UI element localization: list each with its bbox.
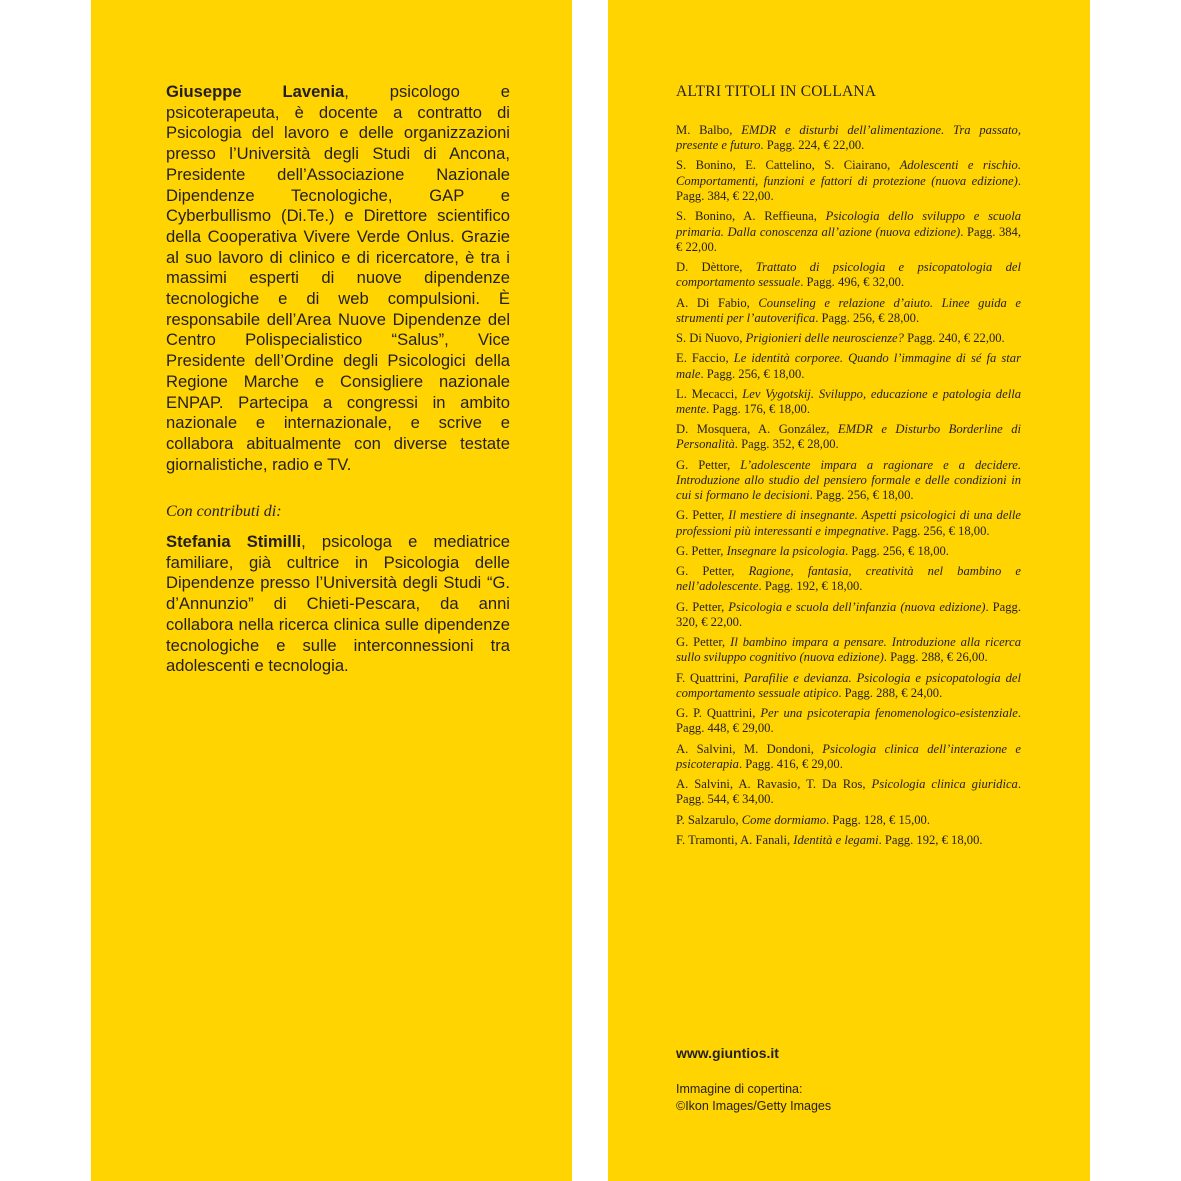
title-name: Prigionieri delle neuroscienze? bbox=[745, 331, 904, 346]
title-name: Identità e legami bbox=[793, 832, 879, 847]
series-title-item bbox=[676, 706, 1021, 737]
title-name: Il mestiere di insegnante. Aspetti psicologici di una delle professioni più interessanti e impegnative bbox=[676, 508, 1021, 538]
left-flap bbox=[91, 0, 572, 1181]
series-title-item bbox=[676, 777, 1021, 808]
series-title-item bbox=[676, 508, 1021, 539]
title-name: Come dormiamo bbox=[741, 812, 827, 827]
title-name: Il bambino impara a pensare. Introduzione alla ricerca sullo sviluppo cognitivo (nuova edizione) bbox=[676, 635, 1022, 665]
right-flap bbox=[608, 0, 1090, 1181]
title-name: Psicologia e scuola dell’infanzia (nuova edizione) bbox=[728, 599, 986, 614]
title-name: Trattato di psicologia e psicopatologia del comportamento sessuale bbox=[676, 260, 1021, 290]
series-title-item bbox=[676, 671, 1021, 702]
title-author: D. Dèttore, bbox=[676, 260, 756, 275]
title-name: EMDR e Disturbo Borderline di Personalità bbox=[676, 422, 1021, 452]
title-author: F. Tramonti, A. Fanali, bbox=[676, 832, 794, 847]
contributor-name: Stefania Stimilli bbox=[166, 532, 302, 551]
title-name: Psicologia dello sviluppo e scuola primaria. Dalla conoscenza all’azione (nuova edizione) bbox=[676, 209, 1021, 239]
title-details: . Pagg. 384, € 22,00. bbox=[676, 224, 1021, 254]
series-title-item bbox=[676, 260, 1021, 291]
series-title-item bbox=[676, 123, 1021, 154]
title-author: G. Petter, bbox=[676, 508, 729, 523]
title-name: Insegnare la psicologia bbox=[726, 543, 846, 558]
title-name: Adolescenti e rischio. Comportamenti, funzioni e fattori di protezione (nuova edizione) bbox=[676, 158, 1021, 188]
title-author: G. Petter, bbox=[676, 564, 749, 579]
title-details: . Pagg. 176, € 18,00. bbox=[706, 401, 810, 416]
title-details: . Pagg. 256, € 18,00. bbox=[809, 488, 914, 503]
series-titles-list bbox=[676, 123, 1021, 853]
title-details: . Pagg. 256, € 18,00. bbox=[845, 543, 949, 558]
title-name: Ragione, fantasia, creatività nel bambino e nell’adolescente bbox=[676, 564, 1021, 594]
title-details: . Pagg. 496, € 32,00. bbox=[800, 275, 905, 290]
series-title-item bbox=[676, 833, 1021, 848]
title-details: . Pagg. 224, € 22,00. bbox=[760, 138, 865, 153]
contributors-heading: Con contributi di: bbox=[166, 503, 282, 520]
title-details: . Pagg. 320, € 22,00. bbox=[676, 599, 1021, 629]
title-author: A. Di Fabio, bbox=[676, 295, 759, 310]
title-name: EMDR e disturbi dell’alimentazione. Tra passato, presente e futuro bbox=[676, 123, 1021, 153]
series-title: ALTRI TITOLI IN COLLANA bbox=[676, 83, 877, 100]
title-details: . Pagg. 256, € 28,00. bbox=[815, 310, 920, 325]
series-title-item bbox=[676, 296, 1021, 327]
title-details: . Pagg. 256, € 18,00. bbox=[885, 523, 990, 538]
title-author: G. P. Quattrini, bbox=[676, 706, 761, 721]
title-name: L’adolescente impara a ragionare e a decidere. Introduzione allo studio del pensiero formale e delle condizioni in cui si formano le decisioni bbox=[676, 457, 1022, 503]
title-author: M. Balbo, bbox=[676, 123, 742, 137]
title-author: S. Di Nuovo, bbox=[676, 331, 746, 346]
contributor-bio-text: , psicologa e mediatrice familiare, già cultrice in Psicologia delle Dipendenze presso l’Università degli Studi “G. d’Annunzio” di Chieti-Pescara, da anni collabora nella ricerca clinica sulle dipendenze tecnologiche e sulle interconnessioni tra adolescenti e tecnologia. bbox=[166, 532, 510, 676]
title-name: Lev Vygotskij. Sviluppo, educazione e patologia della mente bbox=[676, 386, 1021, 416]
title-author: E. Faccio, bbox=[676, 351, 734, 366]
title-author: F. Quattrini, bbox=[676, 670, 744, 685]
cover-credit-label: Immagine di copertina: bbox=[676, 1082, 803, 1096]
title-author: S. Bonino, E. Cattelino, S. Ciairano, bbox=[676, 158, 900, 173]
series-title-item bbox=[676, 351, 1021, 382]
title-details: Pagg. 240, € 22,00. bbox=[903, 331, 1005, 346]
contributor-bio-paragraph bbox=[166, 532, 510, 677]
author-bio-text: , psicologo e psicoterapeuta, è docente a contratto di Psicologia del lavoro e delle organizzazioni presso l’Università degli Studi di Ancona, Presidente dell’Associazione Nazionale Dipendenze Tecnologiche, GAP e Cyberbullismo (Di.Te.) e Direttore scientifico della Cooperativa Vivere Verde Onlus. Grazie al suo lavoro di clinico e di ricercatore, è tra i massimi esperti di nuove dipendenze tecnologiche e di web compulsioni. È responsabile dell’Area Nuove Dipendenze del Centro Polispecialistico “Salus”, Vice Presidente dell’Ordine degli Psicologici della Regione Marche e Consigliere nazionale ENPAP. Partecipa a congressi in ambito nazionale e internazionale, e scrive e collabora abitualmente con diverse testate giornalistiche, radio e TV. bbox=[166, 82, 510, 474]
cover-credit-source: ©Ikon Images/Getty Images bbox=[676, 1098, 832, 1113]
title-name: Le identità corporee. Quando l’immagine di sé fa star male bbox=[676, 351, 1021, 381]
title-author: S. Bonino, A. Reffieuna, bbox=[676, 209, 826, 224]
title-author: A. Salvini, M. Dondoni, bbox=[676, 741, 823, 756]
title-author: A. Salvini, A. Ravasio, T. Da Ros, bbox=[676, 777, 872, 792]
series-title-item bbox=[676, 600, 1021, 631]
title-name: Parafilie e devianza. Psicologia e psicopatologia del comportamento sessuale atipico bbox=[676, 670, 1021, 700]
title-details: . Pagg. 384, € 22,00. bbox=[676, 173, 1021, 204]
author-bio-paragraph bbox=[166, 82, 510, 475]
title-author: G. Petter, bbox=[676, 457, 741, 472]
series-title-item bbox=[676, 742, 1021, 773]
title-name: Counseling e relazione d’aiuto. Linee guida e strumenti per l’autoverifica bbox=[676, 295, 1021, 325]
title-name: Psicologia clinica giuridica bbox=[871, 777, 1018, 792]
cover-credit bbox=[676, 1081, 976, 1114]
title-details: . Pagg. 128, € 15,00. bbox=[826, 812, 930, 827]
series-title-item bbox=[676, 813, 1021, 828]
title-author: L. Mecacci, bbox=[676, 386, 743, 401]
series-title-item bbox=[676, 331, 1021, 346]
title-author: G. Petter, bbox=[676, 599, 729, 614]
title-details: . Pagg. 448, € 29,00. bbox=[676, 706, 1021, 736]
series-title-item bbox=[676, 458, 1021, 504]
title-details: . Pagg. 192, € 18,00. bbox=[878, 832, 983, 847]
title-name: Psicologia clinica dell’interazione e psicoterapia bbox=[676, 741, 1021, 771]
series-title-item bbox=[676, 209, 1021, 255]
title-details: . Pagg. 192, € 18,00. bbox=[758, 579, 863, 594]
author-name: Giuseppe Lavenia bbox=[166, 82, 345, 101]
series-title-item bbox=[676, 564, 1021, 595]
series-title-item bbox=[676, 635, 1021, 666]
title-author: G. Petter, bbox=[676, 543, 727, 558]
title-details: . Pagg. 288, € 26,00. bbox=[883, 650, 988, 665]
title-name: Per una psicoterapia fenomenologico-esistenziale bbox=[760, 706, 1018, 721]
series-title-item bbox=[676, 422, 1021, 453]
title-details: . Pagg. 288, € 24,00. bbox=[838, 685, 943, 700]
title-author: D. Mosquera, A. González, bbox=[676, 422, 838, 437]
title-author: G. Petter, bbox=[676, 635, 731, 650]
title-details: . Pagg. 416, € 29,00. bbox=[738, 756, 843, 771]
title-details: . Pagg. 352, € 28,00. bbox=[734, 437, 839, 452]
title-author: P. Salzarulo, bbox=[676, 812, 742, 827]
title-details: . Pagg. 256, € 18,00. bbox=[700, 366, 805, 381]
website-link[interactable]: www.giuntios.it bbox=[676, 1045, 779, 1061]
series-title-item bbox=[676, 158, 1021, 204]
title-details: . Pagg. 544, € 34,00. bbox=[676, 777, 1021, 807]
series-title-item bbox=[676, 387, 1021, 418]
series-title-item bbox=[676, 544, 1021, 559]
